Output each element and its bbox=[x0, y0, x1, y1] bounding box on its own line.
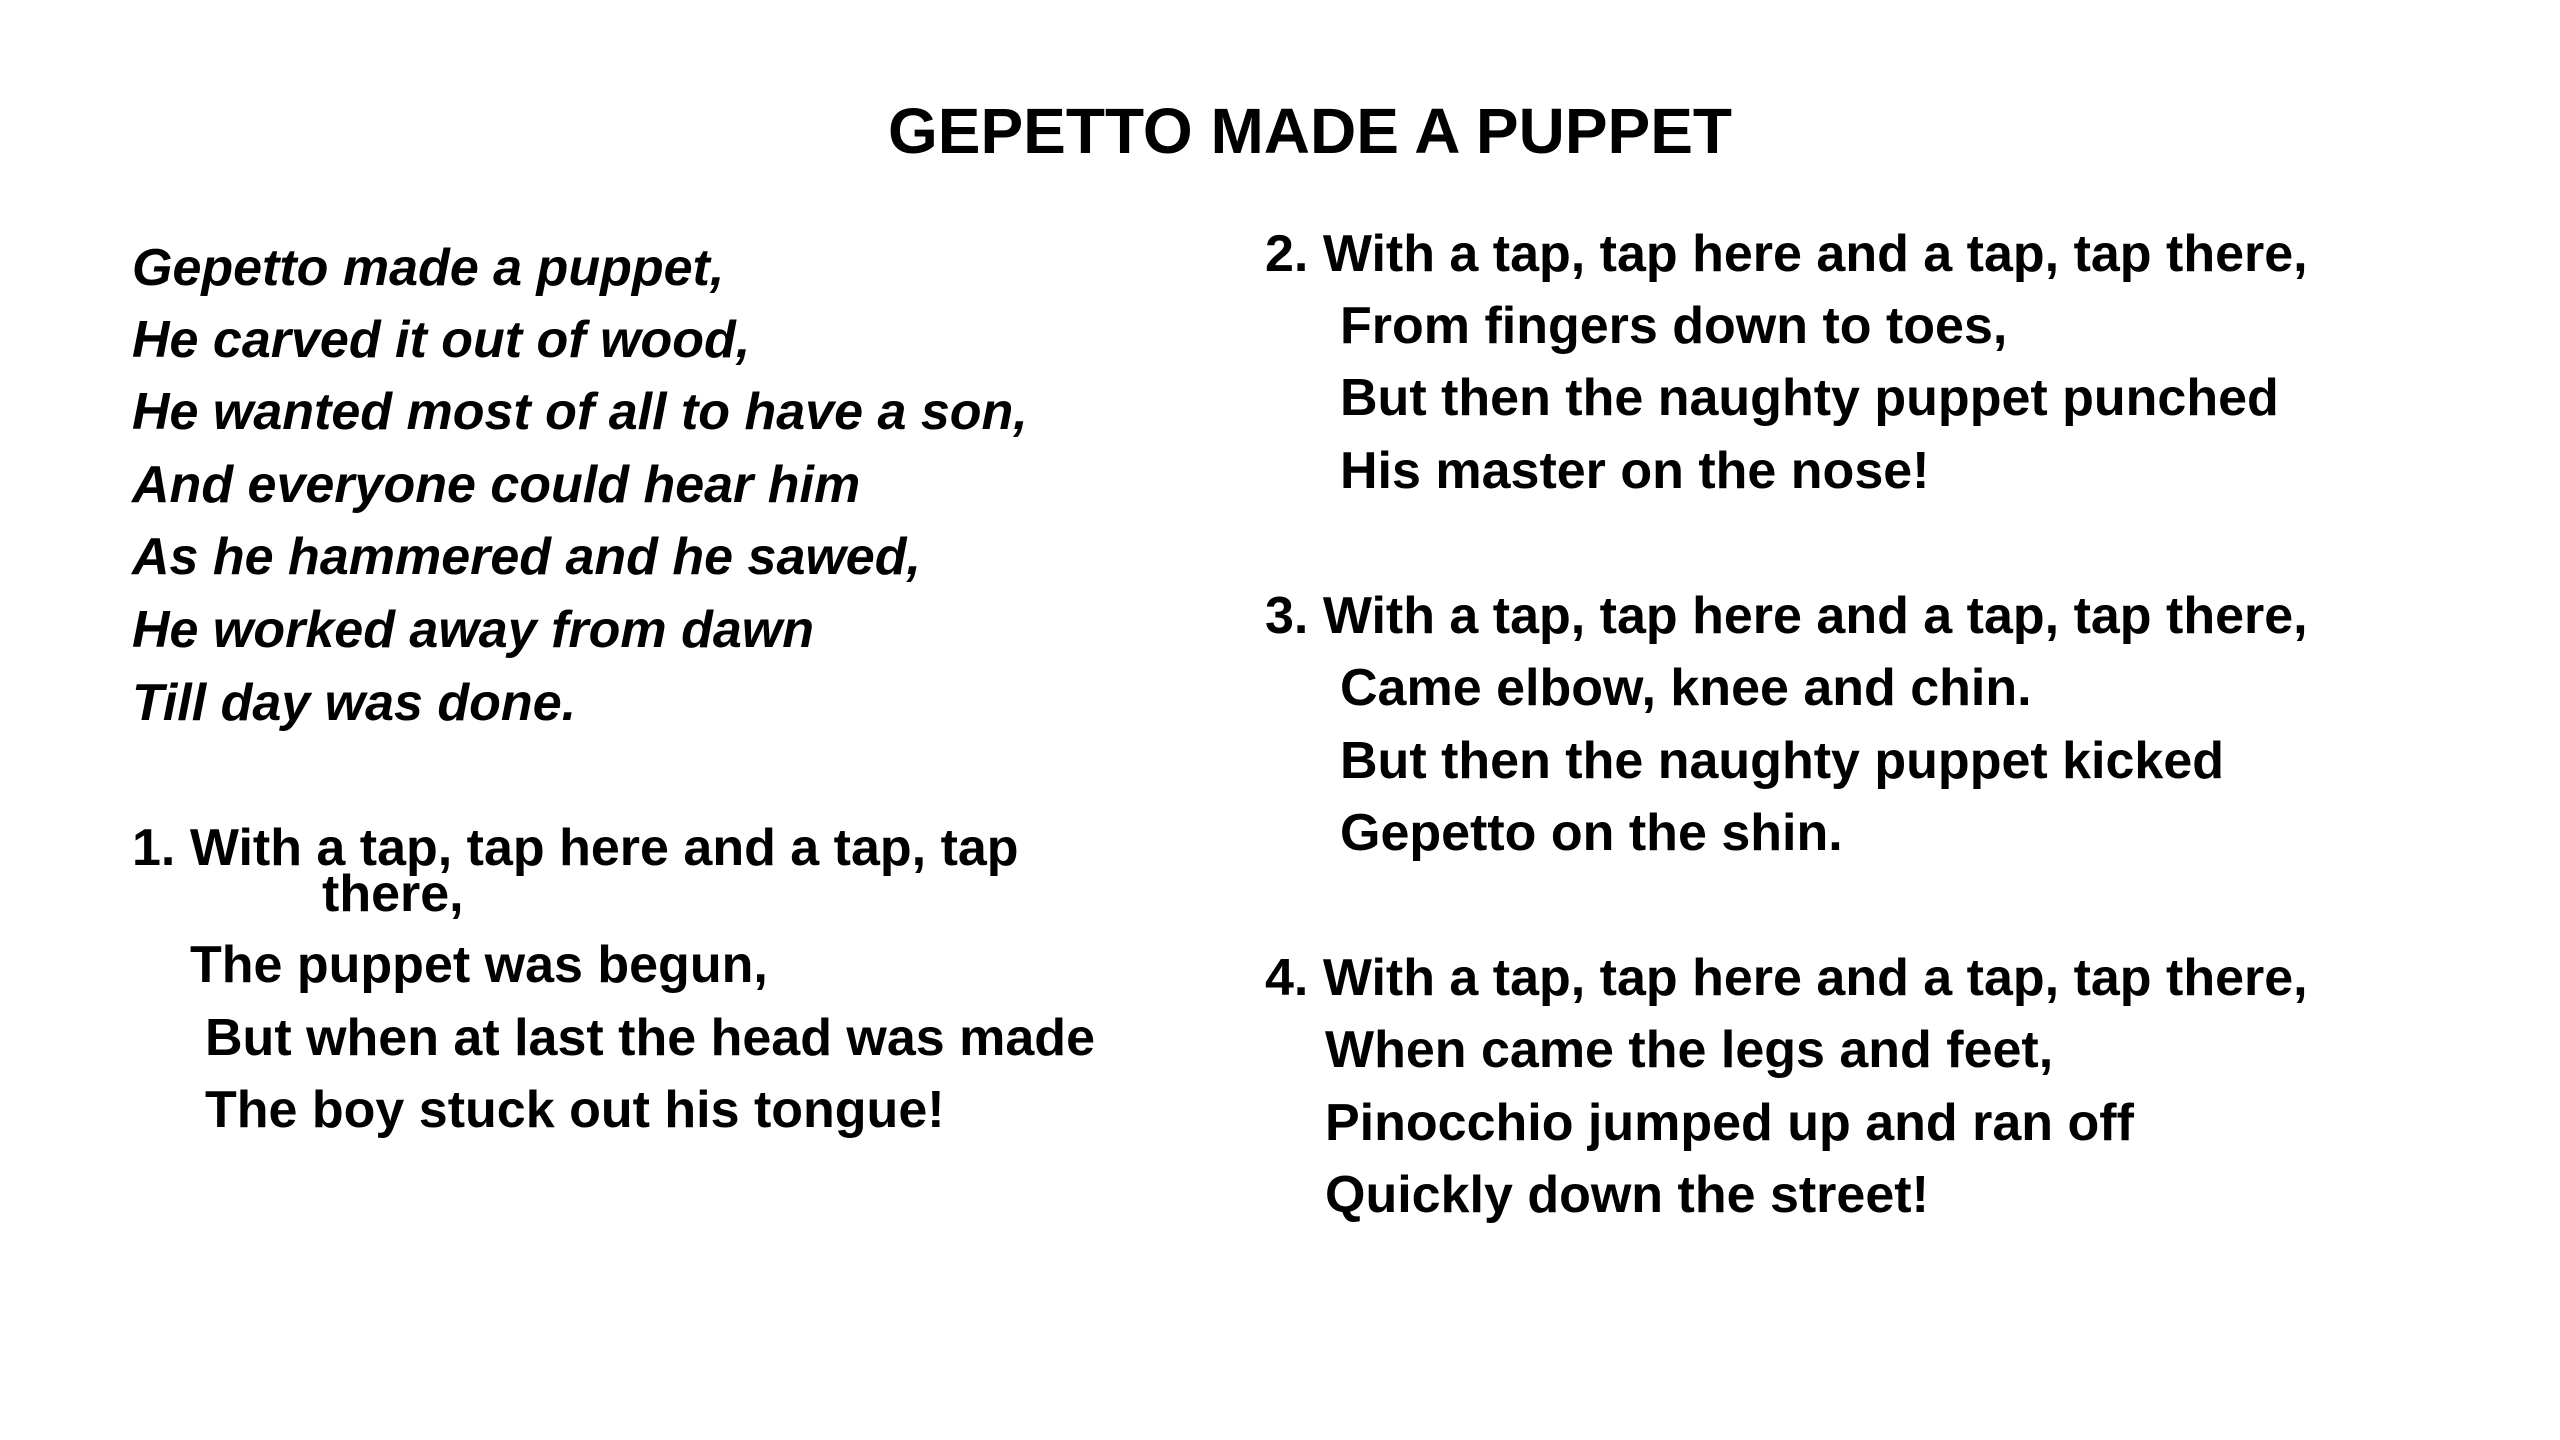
page-title: GEPETTO MADE A PUPPET bbox=[888, 95, 1732, 167]
verse-2-line-3: But then the naughty puppet punched bbox=[1340, 369, 2279, 427]
verse-4-line-4: Quickly down the street! bbox=[1325, 1166, 1929, 1224]
chorus-line-6: He worked away from dawn bbox=[132, 601, 814, 659]
verse-1-line-1: 1. With a tap, tap here and a tap, tap bbox=[132, 819, 1019, 877]
verse-4-line-2: When came the legs and feet, bbox=[1325, 1021, 2054, 1079]
chorus-line-5: As he hammered and he sawed, bbox=[132, 528, 921, 586]
chorus-line-4: And everyone could hear him bbox=[132, 456, 861, 514]
verse-3-line-2: Came elbow, knee and chin. bbox=[1340, 659, 2032, 717]
verse-2-line-4: His master on the nose! bbox=[1340, 442, 1930, 500]
verse-1-line-3: But when at last the head was made bbox=[205, 1009, 1095, 1067]
verse-3-line-1: 3. With a tap, tap here and a tap, tap there, bbox=[1265, 587, 2308, 645]
verse-3-line-4: Gepetto on the shin. bbox=[1340, 804, 1843, 862]
verse-4-line-3: Pinocchio jumped up and ran off bbox=[1325, 1094, 2134, 1152]
chorus-line-2: He carved it out of wood, bbox=[132, 311, 751, 369]
verse-1-line-2: The puppet was begun, bbox=[190, 936, 768, 994]
verse-1-line-1-wrap: there, bbox=[322, 865, 464, 923]
verse-4-line-1: 4. With a tap, tap here and a tap, tap there, bbox=[1265, 949, 2308, 1007]
chorus-line-1: Gepetto made a puppet, bbox=[132, 239, 725, 297]
verse-3-line-3: But then the naughty puppet kicked bbox=[1340, 732, 2225, 790]
chorus-line-7: Till day was done. bbox=[132, 674, 577, 732]
verse-2-line-2: From fingers down to toes, bbox=[1340, 297, 2008, 355]
verse-1-line-4: The boy stuck out his tongue! bbox=[205, 1081, 945, 1139]
verse-2-line-1: 2. With a tap, tap here and a tap, tap there, bbox=[1265, 225, 2308, 283]
chorus-line-3: He wanted most of all to have a son, bbox=[132, 383, 1028, 441]
